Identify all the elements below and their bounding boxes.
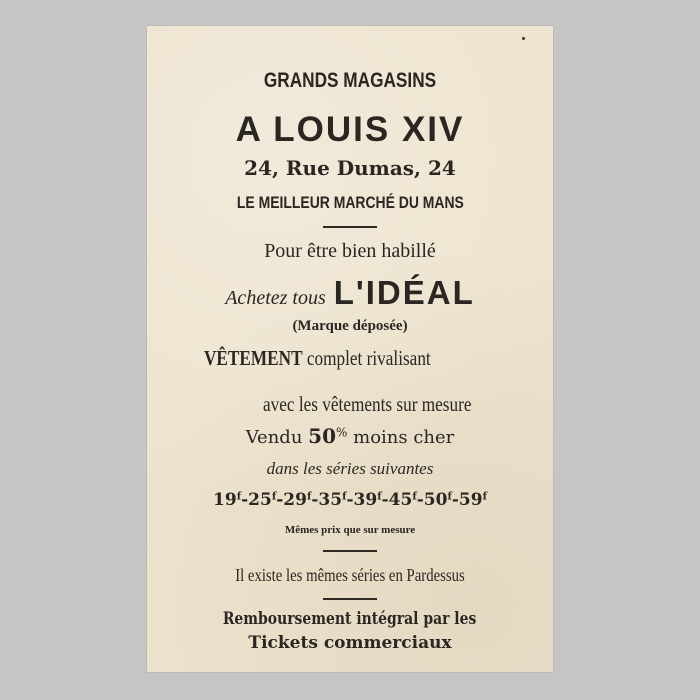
trade-card — [147, 26, 553, 672]
store-name-text: A LOUIS XIV — [235, 110, 465, 149]
franc-mark: f — [236, 490, 242, 503]
franc-mark: f — [482, 490, 487, 503]
discount-lead-text: Vendu — [245, 427, 303, 448]
divider-rule-2 — [323, 550, 377, 552]
price-separator: - — [311, 490, 319, 510]
price-value: 35 — [318, 490, 343, 510]
franc-mark: f — [271, 490, 277, 503]
garment-text — [204, 348, 431, 369]
same-price-text: Mêmes prix que sur mesure — [284, 524, 416, 536]
price-separator: - — [346, 490, 354, 510]
price-item — [424, 490, 452, 510]
price-value: 19 — [213, 490, 237, 510]
address-line — [147, 158, 553, 178]
discount-tail-text: moins cher — [353, 427, 455, 448]
refund-line-2 — [147, 635, 553, 652]
price-separator: - — [416, 490, 424, 510]
comparison-line — [263, 394, 669, 415]
overcoat-line — [147, 566, 553, 584]
brand-line — [147, 276, 553, 309]
divider-rule-3 — [323, 598, 377, 600]
franc-mark: f — [306, 490, 312, 503]
franc-mark: f — [377, 490, 382, 503]
overcoat-text: Il existe les mêmes séries en Pardessus — [235, 565, 465, 585]
price-item — [389, 490, 417, 510]
divider-rule-1 — [323, 226, 377, 228]
store-name-title — [147, 112, 553, 147]
price-separator: - — [276, 490, 284, 510]
price-value: 29 — [283, 490, 307, 510]
percent-sign: % — [336, 425, 348, 440]
refund-line-1 — [147, 611, 553, 628]
grands-magasins-text: GRANDS MAGASINS — [263, 69, 437, 92]
address-text: 24, Rue Dumas, 24 — [244, 156, 456, 180]
franc-mark: f — [447, 490, 452, 503]
trademark-line — [147, 319, 553, 334]
garment-bold-text: VÊTEMENT — [204, 346, 303, 370]
comparison-text: avec les vêtements sur mesure — [263, 392, 472, 416]
series-intro-text: dans les séries suivantes — [266, 459, 434, 478]
price-value: 50 — [423, 490, 448, 510]
price-value: 39 — [353, 490, 378, 510]
header-line-grands-magasins — [147, 70, 553, 91]
price-value: 59 — [458, 490, 483, 510]
garment-line — [204, 348, 610, 369]
price-value: 25 — [248, 490, 272, 510]
price-list — [147, 492, 553, 509]
price-item — [248, 490, 276, 510]
price-value: 45 — [388, 490, 413, 510]
price-row — [213, 490, 487, 510]
brand-intro-text: Achetez tous — [225, 287, 326, 309]
series-intro-line — [147, 460, 553, 477]
slogan-text: LE MEILLEUR MARCHÉ DU MANS — [236, 193, 464, 212]
garment-rest-text: complet rivalisant — [306, 346, 431, 370]
franc-mark: f — [412, 490, 417, 503]
price-separator: - — [381, 490, 389, 510]
pitch-text: Pour être bien habillé — [264, 240, 436, 262]
ink-speck — [522, 37, 525, 40]
price-item — [213, 490, 241, 510]
price-item — [354, 490, 382, 510]
discount-line — [147, 426, 553, 447]
refund-text-1: Remboursement intégral par les — [223, 609, 477, 629]
pitch-line — [147, 241, 553, 261]
trademark-text: (Marque déposée) — [292, 318, 408, 334]
slogan-line — [147, 194, 553, 211]
discount-number: 50 — [308, 424, 336, 448]
price-item — [318, 490, 346, 510]
brand-name-text: L'IDÉAL — [333, 274, 475, 311]
franc-mark: f — [342, 490, 347, 503]
price-separator: - — [241, 490, 249, 510]
price-separator: - — [451, 490, 459, 510]
refund-text-2: Tickets commerciaux — [248, 633, 452, 653]
price-item — [283, 490, 311, 510]
same-price-note — [147, 525, 553, 536]
price-item — [459, 490, 487, 510]
